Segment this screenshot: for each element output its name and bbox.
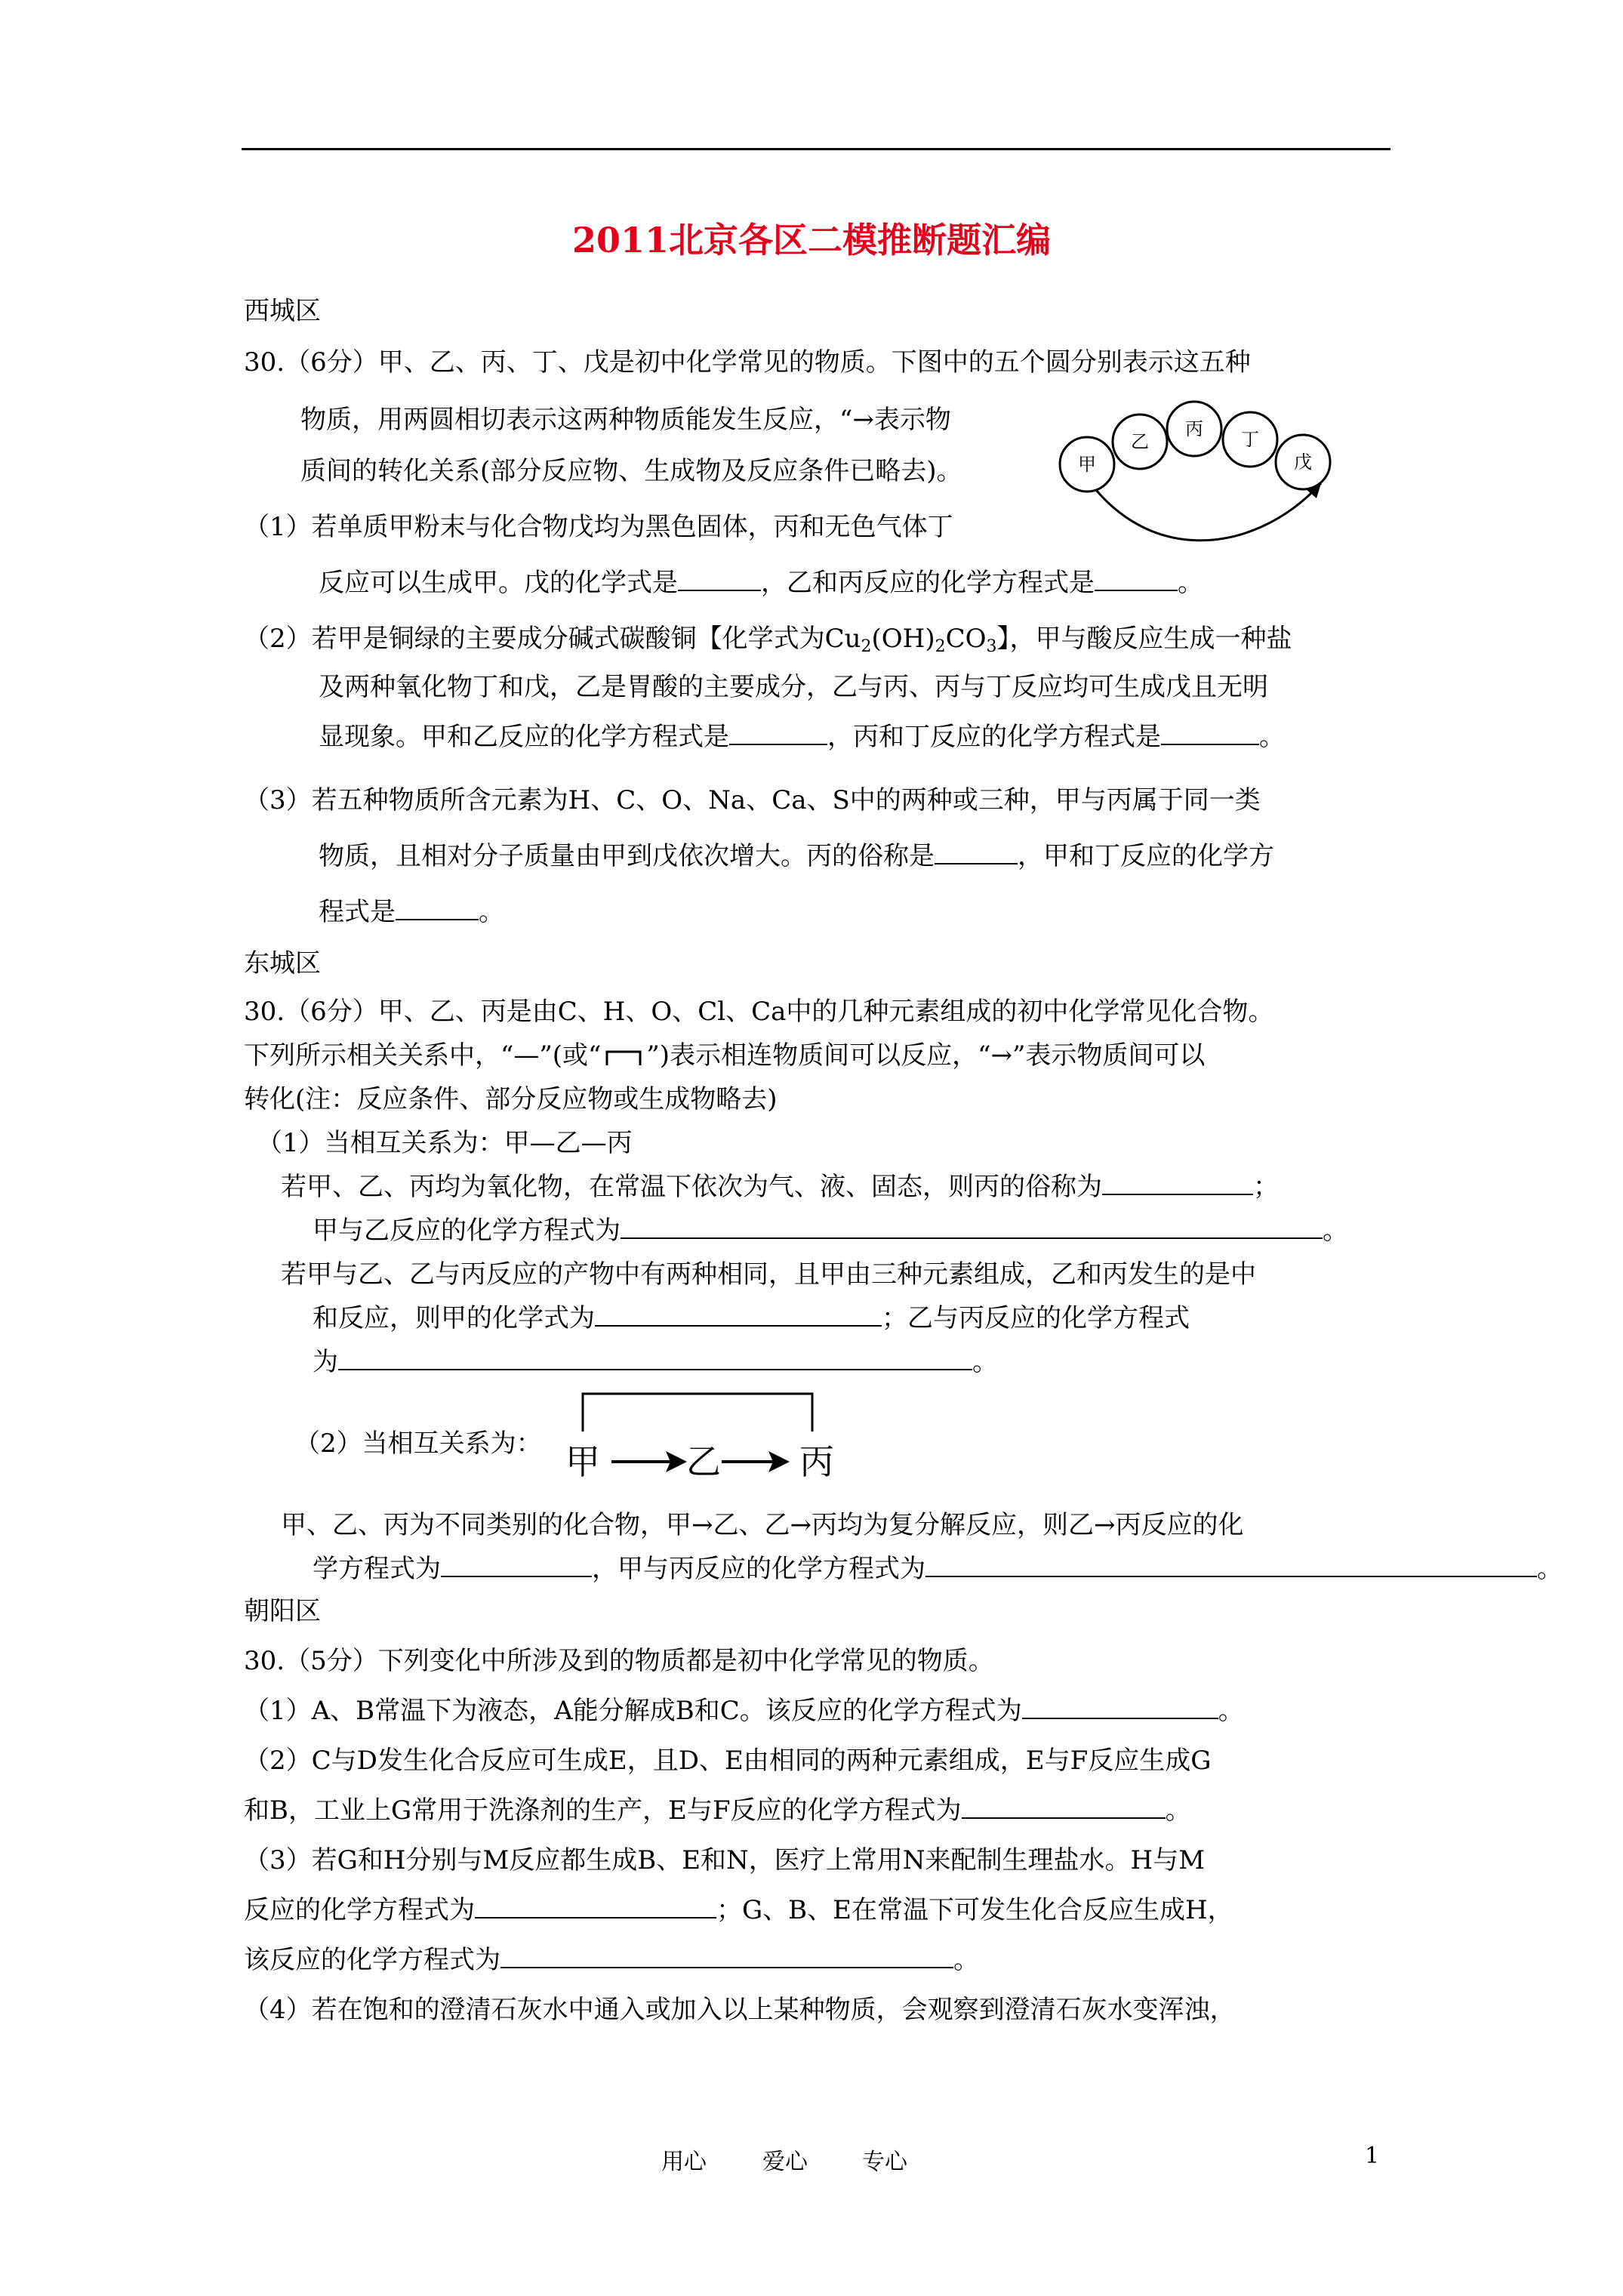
section-heading-dongcheng: 东城区 xyxy=(244,948,321,978)
question-dongcheng-l9 xyxy=(313,1347,998,1377)
question-xicheng-p1-b xyxy=(319,568,1203,598)
subscript: 2 xyxy=(861,637,872,656)
question-xicheng-p3-a: （3）若五种物质所含元素为H、C、O、Na、Ca、S中的两种或三种，甲与丙属于同一类 xyxy=(244,785,1261,815)
question-xicheng-intro-2: 物质，用两圆相切表示这两种物质能发生反应，“→表示物 xyxy=(300,405,951,435)
question-chaoyang-l5: （3）若G和H分别与M反应都生成B、E和N，医疗上常用N来配制生理盐水。H与M xyxy=(244,1845,1206,1875)
text-span: ，丙和丁反应的化学方程式是 xyxy=(827,722,1161,752)
text-span: 为 xyxy=(313,1347,338,1377)
footer-motto-3: 专心 xyxy=(862,2149,907,2175)
footer-motto-1: 用心 xyxy=(661,2149,707,2175)
question-chaoyang-l6 xyxy=(244,1895,1233,1925)
circle-label: 丁 xyxy=(1241,429,1259,450)
text-span: 显现象。甲和乙反应的化学方程式是 xyxy=(319,722,729,752)
question-dongcheng-l7: 若甲与乙、乙与丙反应的产物中有两种相同，且甲由三种元素组成，乙和丙发生的是中 xyxy=(281,1259,1256,1290)
answer-blank[interactable] xyxy=(962,1798,1166,1819)
circle-label: 乙 xyxy=(1131,431,1149,452)
node-bing: 丙 xyxy=(799,1441,834,1482)
subscript: 3 xyxy=(986,637,997,656)
circle-label: 戊 xyxy=(1294,451,1312,473)
question-chaoyang-l7 xyxy=(244,1945,979,1975)
section-heading-xicheng: 西城区 xyxy=(244,296,321,326)
text-span: 。 xyxy=(1178,568,1203,598)
text-span: 。 xyxy=(953,1945,979,1975)
question-dongcheng-l12 xyxy=(313,1554,1563,1584)
question-dongcheng-l5 xyxy=(281,1172,1279,1202)
answer-blank[interactable] xyxy=(595,1305,882,1327)
question-dongcheng-l6 xyxy=(313,1216,1348,1246)
question-chaoyang-l3: （2）C与D发生化合反应可生成E，且D、E由相同的两种元素组成，E与F反应生成G xyxy=(244,1746,1212,1776)
text-span: 。 xyxy=(1323,1216,1348,1246)
question-xicheng-p2-a xyxy=(244,624,1292,662)
page-number: 1 xyxy=(1365,2143,1380,2169)
text-span: 。 xyxy=(1218,1696,1244,1726)
node-yi: 乙 xyxy=(686,1441,721,1482)
text-span: 。 xyxy=(1259,722,1285,752)
text-span: （2）若甲是铜绿的主要成分碱式碳酸铜【化学式为Cu xyxy=(244,624,861,654)
subscript: 2 xyxy=(935,637,946,656)
page-title: 2011北京各区二模推断题汇编 xyxy=(571,220,1052,260)
question-xicheng-intro: 30.（6分）甲、乙、丙、丁、戊是初中化学常见的物质。下图中的五个圆分别表示这五种 xyxy=(244,347,1251,378)
answer-blank[interactable] xyxy=(1095,570,1178,591)
text-span: 程式是 xyxy=(319,897,396,927)
question-xicheng-intro-3: 质间的转化关系(部分反应物、生成物及反应条件已略去)。 xyxy=(300,456,962,486)
answer-blank[interactable] xyxy=(338,1349,972,1370)
text-span: 甲与乙反应的化学方程式为 xyxy=(313,1216,621,1246)
text-span: 。 xyxy=(1165,1795,1191,1826)
question-xicheng-p3-c xyxy=(319,897,504,927)
text-span: 。 xyxy=(1537,1554,1563,1584)
answer-blank[interactable] xyxy=(1102,1174,1253,1195)
text-span: ；乙与丙反应的化学方程式 xyxy=(882,1303,1190,1333)
answer-blank[interactable] xyxy=(475,1897,716,1918)
question-chaoyang-l4 xyxy=(244,1795,1191,1826)
text-span: ； xyxy=(1253,1172,1279,1202)
answer-blank[interactable] xyxy=(1161,724,1259,745)
answer-blank[interactable] xyxy=(621,1218,1323,1239)
question-dongcheng-l8 xyxy=(313,1303,1190,1333)
text-span: 学方程式为 xyxy=(313,1554,441,1584)
answer-blank[interactable] xyxy=(500,1947,953,1968)
reaction-bracket-line xyxy=(583,1394,812,1432)
text-span: 反应可以生成甲。戊的化学式是 xyxy=(319,568,678,598)
text-span: (OH) xyxy=(871,624,935,654)
question-dongcheng-l3: 转化(注：反应条件、部分反应物或生成物略去) xyxy=(244,1084,778,1114)
circle-label: 甲 xyxy=(1078,454,1096,475)
text-span: ”)表示相连物质间可以反应，“→”表示物质间可以 xyxy=(646,1040,1206,1071)
question-chaoyang-l2 xyxy=(244,1696,1244,1726)
question-xicheng-p2-c xyxy=(319,722,1285,752)
bracket-connector-icon xyxy=(601,1044,646,1067)
question-dongcheng-l4: （1）当相互关系为：甲—乙—丙 xyxy=(257,1128,633,1158)
text-span: 】，甲与酸反应生成一种盐 xyxy=(996,624,1292,654)
text-span: ，甲和丁反应的化学方 xyxy=(1018,841,1274,871)
relation-diagram-2 xyxy=(560,1386,847,1492)
text-span: 反应的化学方程式为 xyxy=(244,1895,475,1925)
text-span: 下列所示相关关系中，“—”(或“ xyxy=(244,1040,602,1071)
answer-blank[interactable] xyxy=(935,843,1018,864)
text-span: （1）A、B常温下为液态，A能分解成B和C。该反应的化学方程式为 xyxy=(244,1696,1022,1726)
footer-motto-2: 爱心 xyxy=(762,2149,808,2175)
node-jia: 甲 xyxy=(565,1441,600,1482)
text-span: 若甲、乙、丙均为氧化物，在常温下依次为气、液、固态，则丙的俗称为 xyxy=(281,1172,1102,1202)
text-span: ，甲与丙反应的化学方程式为 xyxy=(592,1554,925,1584)
text-span: 该反应的化学方程式为 xyxy=(244,1945,500,1975)
question-xicheng-p2-b: 及两种氧化物丁和戊，乙是胃酸的主要成分，乙与丙、丙与丁反应均可生成戊且无明 xyxy=(319,672,1268,702)
text-span: 物质，且相对分子质量由甲到戊依次增大。丙的俗称是 xyxy=(319,841,935,871)
question-xicheng-p1-a: （1）若单质甲粉末与化合物戊均为黑色固体，丙和无色气体丁 xyxy=(244,512,953,542)
answer-blank[interactable] xyxy=(441,1556,592,1577)
text-span: ，乙和丙反应的化学方程式是 xyxy=(761,568,1095,598)
text-span: ；G、B、E在常温下可发生化合反应生成H， xyxy=(716,1895,1233,1925)
answer-blank[interactable] xyxy=(396,899,479,920)
question-chaoyang-l1: 30.（5分）下列变化中所涉及到的物质都是初中化学常见的物质。 xyxy=(244,1646,994,1676)
text-span: 和B，工业上G常用于洗涤剂的生产，E与F反应的化学方程式为 xyxy=(244,1795,962,1826)
header-rule xyxy=(242,148,1390,150)
circle-label: 丙 xyxy=(1185,418,1203,439)
text-span: 和反应，则甲的化学式为 xyxy=(313,1303,595,1333)
question-dongcheng-l1: 30.（6分）甲、乙、丙是由C、H、O、Cl、Ca中的几种元素组成的初中化学常见化合物。 xyxy=(244,997,1274,1027)
question-dongcheng-l10: （2）当相互关系为： xyxy=(294,1428,542,1459)
question-chaoyang-l8: （4）若在饱和的澄清石灰水中通入或加入以上某种物质，会观察到澄清石灰水变浑浊， xyxy=(244,1995,1236,2025)
answer-blank[interactable] xyxy=(925,1556,1537,1577)
text-span: 。 xyxy=(972,1347,998,1377)
reaction-circle-diagram xyxy=(1055,393,1357,551)
question-xicheng-p3-b xyxy=(319,841,1274,871)
text-span: 。 xyxy=(479,897,504,927)
answer-blank[interactable] xyxy=(1022,1698,1218,1719)
question-dongcheng-l2 xyxy=(244,1040,1205,1071)
question-dongcheng-l11: 甲、乙、丙为不同类别的化合物，甲→乙、乙→丙均为复分解反应，则乙→丙反应的化 xyxy=(281,1510,1244,1540)
answer-blank[interactable] xyxy=(729,724,827,745)
section-heading-chaoyang: 朝阳区 xyxy=(244,1596,321,1626)
text-span: CO xyxy=(945,624,987,654)
answer-blank[interactable] xyxy=(678,570,761,591)
